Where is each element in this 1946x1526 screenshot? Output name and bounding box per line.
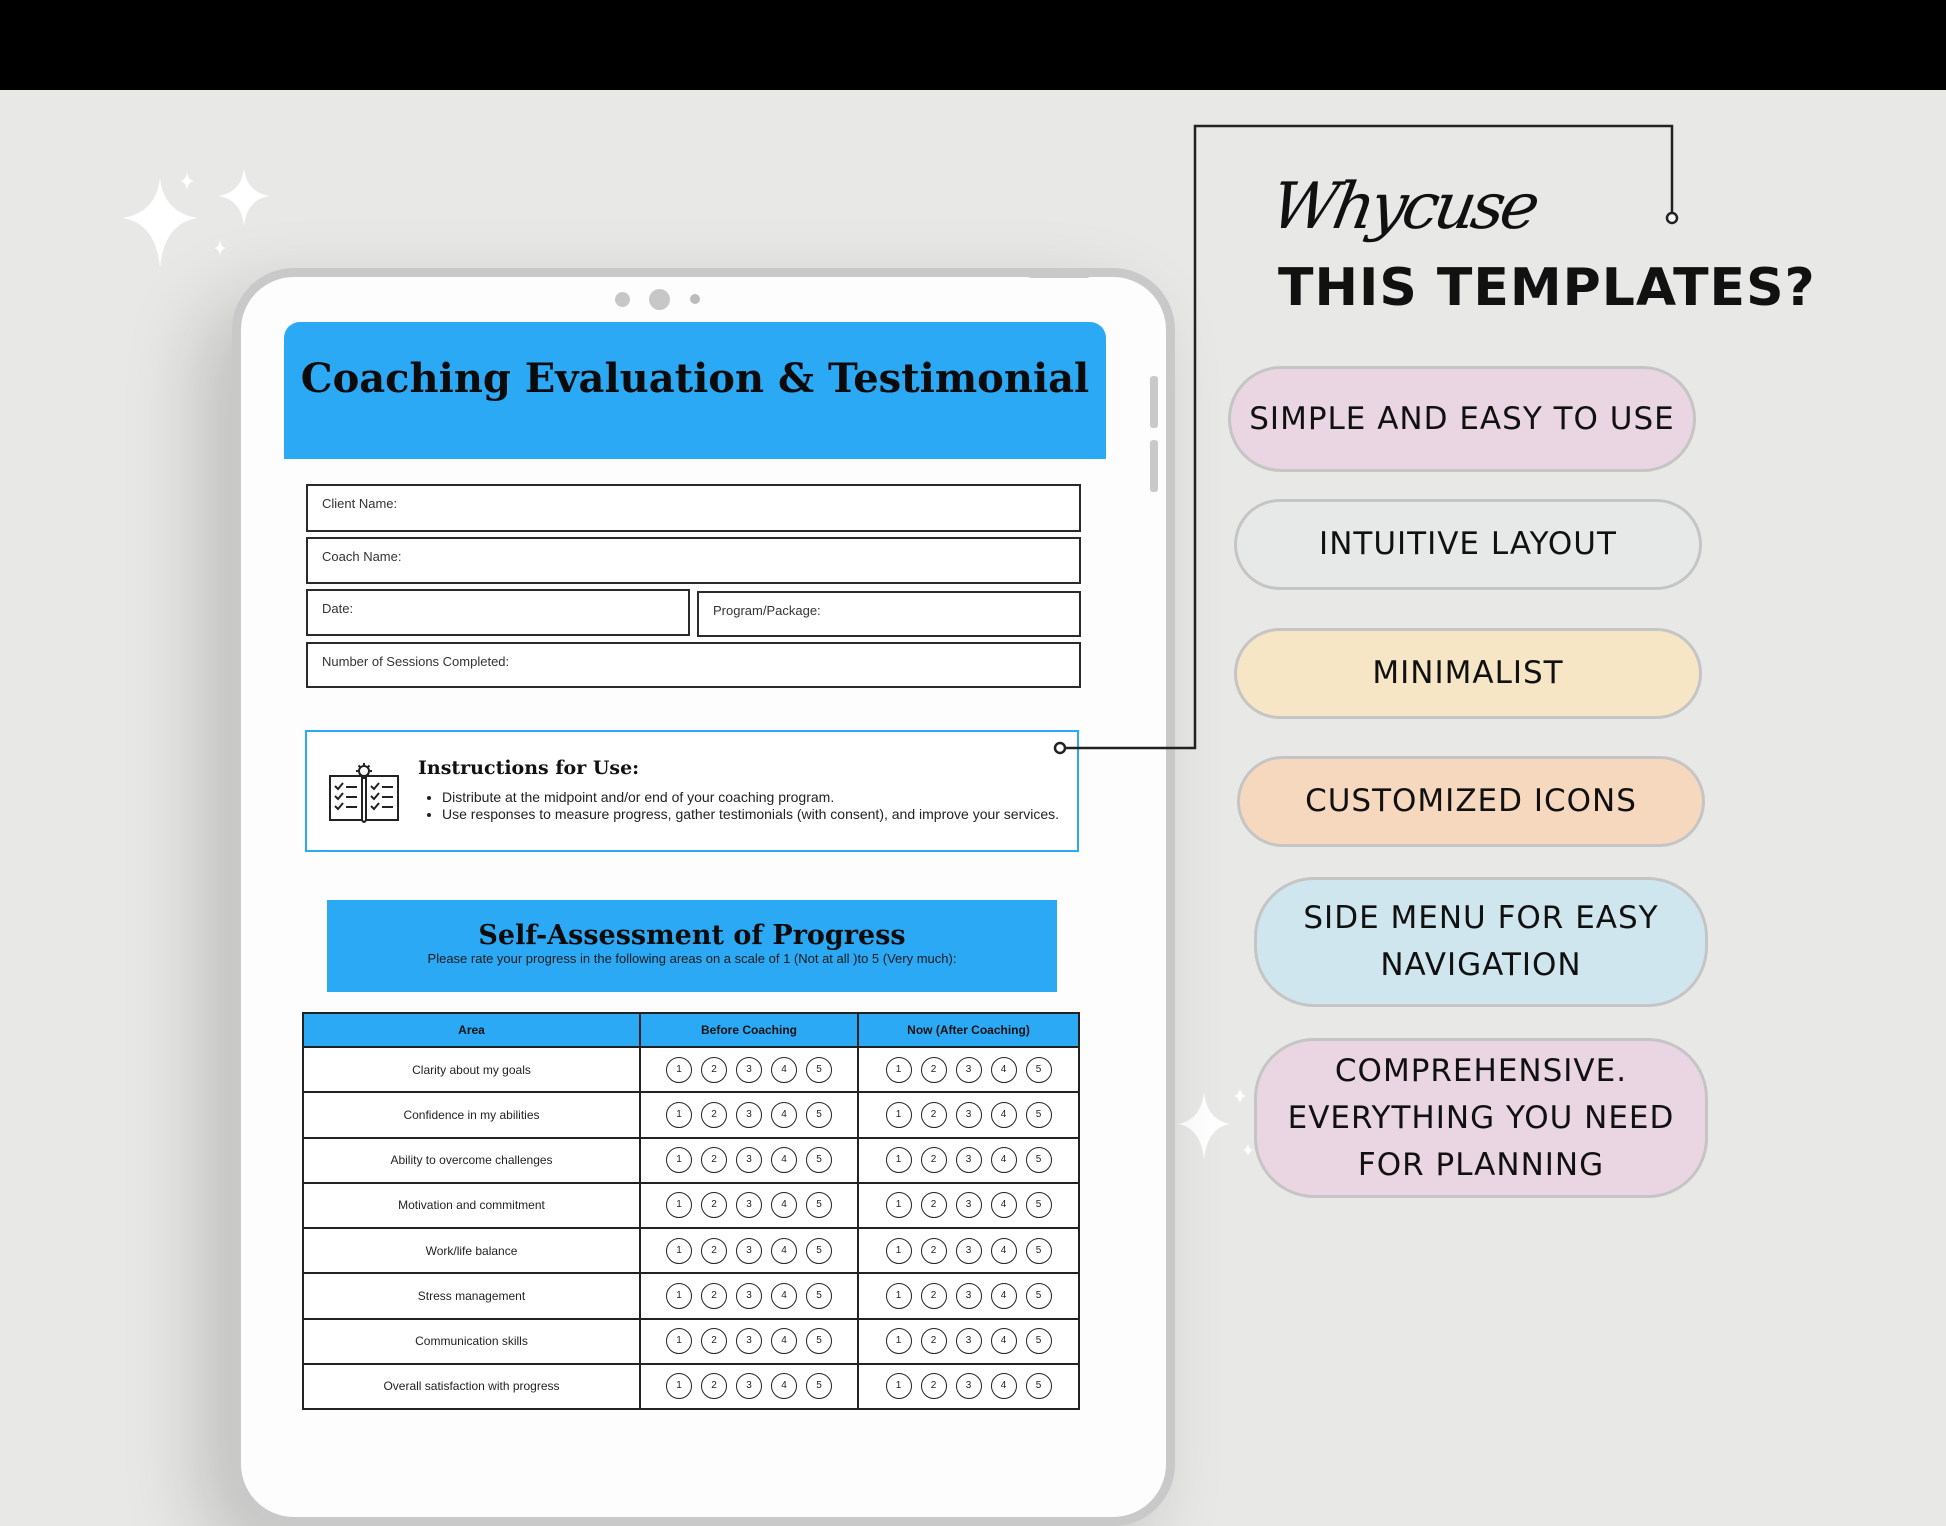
rating-option[interactable]: 3: [956, 1328, 982, 1354]
rating-option[interactable]: 5: [806, 1373, 832, 1399]
rating-option[interactable]: 5: [806, 1147, 832, 1173]
rating-option[interactable]: 5: [1026, 1147, 1052, 1173]
rating-option[interactable]: 3: [956, 1283, 982, 1309]
rating-option[interactable]: 1: [886, 1373, 912, 1399]
self-assessment-subtitle: Please rate your progress in the following areas on a scale of 1 (Not at all )to 5 (Very much):: [427, 951, 957, 966]
rating-option[interactable]: 4: [991, 1238, 1017, 1264]
after-coaching-rating: [858, 1364, 1079, 1409]
area-label: Motivation and commitment: [303, 1183, 640, 1228]
before-coaching-rating: [640, 1138, 858, 1183]
date-field[interactable]: Date:: [306, 589, 690, 636]
rating-option[interactable]: 5: [1026, 1102, 1052, 1128]
rating-option[interactable]: 3: [736, 1328, 762, 1354]
rating-option[interactable]: 2: [701, 1328, 727, 1354]
rating-option[interactable]: 4: [771, 1147, 797, 1173]
rating-option[interactable]: 5: [806, 1238, 832, 1264]
rating-option[interactable]: 2: [701, 1102, 727, 1128]
coach-name-field[interactable]: Coach Name:: [306, 537, 1081, 584]
rating-option[interactable]: 1: [666, 1147, 692, 1173]
area-label: Ability to overcome challenges: [303, 1138, 640, 1183]
rating-option[interactable]: 4: [991, 1147, 1017, 1173]
before-coaching-rating: [640, 1092, 858, 1137]
rating-option[interactable]: 1: [666, 1373, 692, 1399]
area-label: Confidence in my abilities: [303, 1092, 640, 1137]
document-title: Coaching Evaluation & Testimonial: [300, 355, 1090, 402]
rating-option[interactable]: 4: [771, 1373, 797, 1399]
rating-option[interactable]: 2: [921, 1147, 947, 1173]
rating-option[interactable]: 5: [1026, 1283, 1052, 1309]
list-item: • Distribute at the midpoint and/or end of your coaching program.: [442, 789, 1062, 806]
rating-option[interactable]: 4: [771, 1328, 797, 1354]
rating-option[interactable]: 2: [921, 1192, 947, 1218]
rating-option[interactable]: 2: [921, 1238, 947, 1264]
camera-sensor: [615, 292, 630, 307]
rating-table: [302, 1012, 1080, 1410]
rating-option[interactable]: 1: [666, 1102, 692, 1128]
after-coaching-rating: [858, 1319, 1079, 1364]
rating-option[interactable]: 2: [921, 1057, 947, 1083]
table-row: [303, 1092, 1079, 1137]
promo-heading: THIS TEMPLATES?: [1278, 258, 1816, 318]
rating-option[interactable]: 2: [701, 1192, 727, 1218]
sparkle-icon: [122, 168, 292, 278]
top-black-bar: [0, 0, 1946, 90]
feature-pill-side-menu: SIDE MENU FOR EASY NAVIGATION: [1254, 877, 1708, 1007]
rating-option[interactable]: 5: [1026, 1373, 1052, 1399]
rating-option[interactable]: 1: [886, 1147, 912, 1173]
before-coaching-rating: [640, 1364, 858, 1409]
table-row: [303, 1364, 1079, 1409]
area-label: Stress management: [303, 1273, 640, 1318]
area-label: Work/life balance: [303, 1228, 640, 1273]
rating-option[interactable]: 4: [771, 1102, 797, 1128]
before-coaching-rating: [640, 1183, 858, 1228]
rating-option[interactable]: 4: [991, 1328, 1017, 1354]
rating-option[interactable]: 4: [991, 1057, 1017, 1083]
camera-sensor: [690, 294, 700, 304]
rating-option[interactable]: 5: [806, 1057, 832, 1083]
instructions-title: Instructions for Use:: [418, 757, 640, 779]
rating-option[interactable]: 3: [736, 1102, 762, 1128]
rating-option[interactable]: 1: [886, 1057, 912, 1083]
area-label: Overall satisfaction with progress: [303, 1364, 640, 1409]
before-coaching-rating: [640, 1319, 858, 1364]
column-header: Now (After Coaching): [858, 1013, 1079, 1047]
rating-option[interactable]: 3: [956, 1373, 982, 1399]
table-row: [303, 1319, 1079, 1364]
rating-option[interactable]: 2: [921, 1102, 947, 1128]
checklist-book-icon: [326, 762, 402, 824]
after-coaching-rating: [858, 1273, 1079, 1318]
table-row: [303, 1047, 1079, 1092]
list-item: • Use responses to measure progress, gather testimonials (with consent), and improve your services.: [442, 806, 1062, 823]
table-row: [303, 1183, 1079, 1228]
rating-option[interactable]: 1: [666, 1192, 692, 1218]
rating-option[interactable]: 1: [666, 1283, 692, 1309]
rating-option[interactable]: 1: [886, 1328, 912, 1354]
rating-option[interactable]: 3: [956, 1192, 982, 1218]
rating-option[interactable]: 2: [701, 1147, 727, 1173]
rating-option[interactable]: 1: [886, 1192, 912, 1218]
rating-option[interactable]: 2: [921, 1283, 947, 1309]
rating-option[interactable]: 2: [701, 1373, 727, 1399]
after-coaching-rating: [858, 1092, 1079, 1137]
rating-option[interactable]: 3: [956, 1057, 982, 1083]
self-assessment-title: Self-Assessment of Progress: [478, 920, 906, 951]
rating-option[interactable]: 1: [886, 1238, 912, 1264]
table-row: [303, 1273, 1079, 1318]
rating-option[interactable]: 1: [666, 1057, 692, 1083]
rating-option[interactable]: 3: [736, 1192, 762, 1218]
feature-pill-minimalist: MINIMALIST: [1234, 628, 1702, 719]
before-coaching-rating: [640, 1273, 858, 1318]
rating-option[interactable]: 5: [806, 1283, 832, 1309]
rating-option[interactable]: 4: [991, 1102, 1017, 1128]
table-row: [303, 1138, 1079, 1183]
rating-option[interactable]: 1: [666, 1328, 692, 1354]
column-header: Before Coaching: [640, 1013, 858, 1047]
rating-option[interactable]: 5: [1026, 1238, 1052, 1264]
after-coaching-rating: [858, 1138, 1079, 1183]
rating-option[interactable]: 3: [956, 1147, 982, 1173]
rating-option[interactable]: 2: [701, 1283, 727, 1309]
rating-option[interactable]: 1: [886, 1102, 912, 1128]
feature-pill-intuitive: INTUITIVE LAYOUT: [1234, 499, 1702, 590]
rating-option[interactable]: 3: [736, 1283, 762, 1309]
rating-option[interactable]: 4: [771, 1238, 797, 1264]
rating-option[interactable]: 2: [921, 1373, 947, 1399]
rating-option[interactable]: 2: [921, 1328, 947, 1354]
sparkle-icon: [1178, 1088, 1258, 1168]
after-coaching-rating: [858, 1228, 1079, 1273]
rating-option[interactable]: 3: [736, 1057, 762, 1083]
rating-option[interactable]: 2: [701, 1057, 727, 1083]
column-header: Area: [303, 1013, 640, 1047]
rating-option[interactable]: 3: [736, 1147, 762, 1173]
client-name-field[interactable]: Client Name:: [306, 484, 1081, 532]
instructions-list: [428, 789, 1062, 823]
before-coaching-rating: [640, 1047, 858, 1092]
sessions-completed-field[interactable]: Number of Sessions Completed:: [306, 642, 1081, 688]
rating-option[interactable]: 5: [1026, 1057, 1052, 1083]
rating-option[interactable]: 3: [736, 1373, 762, 1399]
rating-option[interactable]: 3: [736, 1238, 762, 1264]
rating-option[interactable]: 2: [701, 1238, 727, 1264]
rating-option[interactable]: 1: [886, 1283, 912, 1309]
feature-pill-icons: CUSTOMIZED ICONS: [1237, 756, 1705, 847]
rating-option[interactable]: 4: [991, 1373, 1017, 1399]
rating-option[interactable]: 5: [1026, 1328, 1052, 1354]
rating-option[interactable]: 5: [806, 1102, 832, 1128]
program-field[interactable]: Program/Package:: [697, 591, 1081, 637]
rating-option[interactable]: 5: [806, 1328, 832, 1354]
rating-option[interactable]: 4: [991, 1283, 1017, 1309]
table-header-row: [303, 1013, 1079, 1047]
after-coaching-rating: [858, 1047, 1079, 1092]
script-heading: Whycuse: [1265, 170, 1542, 244]
rating-option[interactable]: 5: [1026, 1192, 1052, 1218]
before-coaching-rating: [640, 1228, 858, 1273]
rating-option[interactable]: 1: [666, 1238, 692, 1264]
after-coaching-rating: [858, 1183, 1079, 1228]
rating-option[interactable]: 4: [771, 1057, 797, 1083]
rating-option[interactable]: 4: [771, 1283, 797, 1309]
rating-option[interactable]: 4: [991, 1192, 1017, 1218]
feature-pill-simple: SIMPLE AND EASY TO USE: [1228, 366, 1696, 472]
camera-lens: [649, 289, 670, 310]
area-label: Clarity about my goals: [303, 1047, 640, 1092]
feature-pill-comprehensive: COMPREHENSIVE. EVERYTHING YOU NEED FOR PLANNING: [1254, 1038, 1708, 1198]
rating-option[interactable]: 3: [956, 1238, 982, 1264]
table-row: [303, 1228, 1079, 1273]
rating-option[interactable]: 5: [806, 1192, 832, 1218]
area-label: Communication skills: [303, 1319, 640, 1364]
rating-option[interactable]: 4: [771, 1192, 797, 1218]
rating-option[interactable]: 3: [956, 1102, 982, 1128]
